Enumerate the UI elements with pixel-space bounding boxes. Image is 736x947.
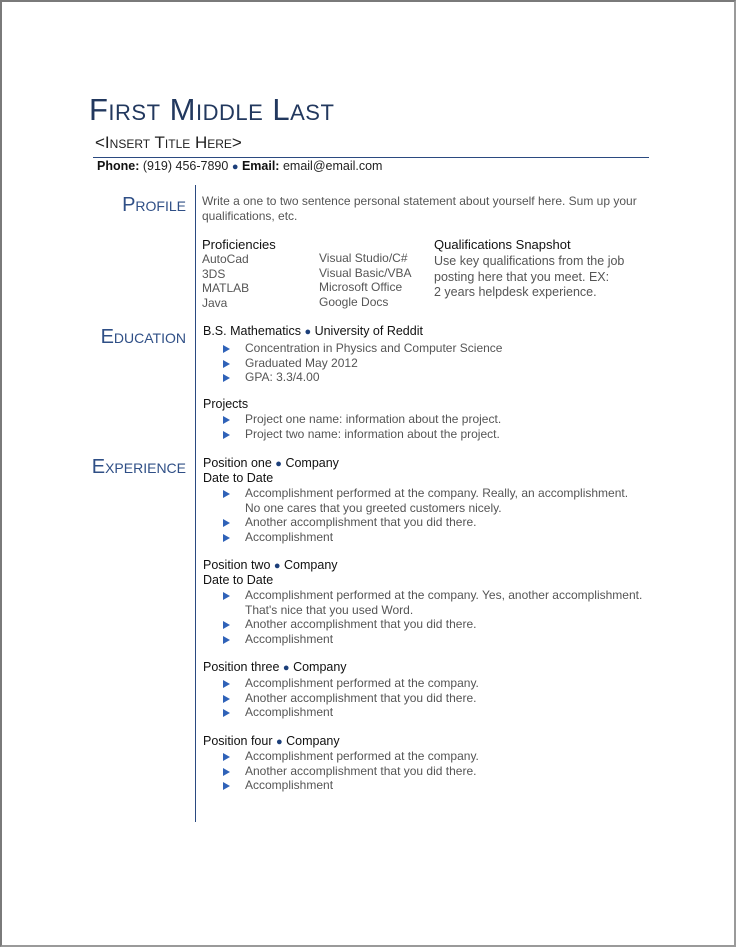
- triangle-bullet-icon: [223, 374, 230, 382]
- company-name: Company: [286, 734, 340, 748]
- dot-separator-icon: ●: [282, 662, 290, 674]
- degree-line: [203, 324, 423, 340]
- triangle-bullet-icon: [223, 768, 230, 776]
- list-item: Another accomplishment that you did there.: [223, 764, 653, 779]
- position-dates: Date to Date: [203, 471, 274, 485]
- resume-name: First Middle Last: [89, 92, 335, 127]
- proficiencies-col2: [319, 251, 412, 309]
- qualifications-snapshot: [434, 254, 649, 301]
- qualifications-line: Use key qualifications from the job: [434, 254, 625, 268]
- position-accomplishments: [223, 486, 643, 544]
- qualifications-line: 2 years helpdesk experience.: [434, 285, 597, 299]
- degree: B.S. Mathematics: [203, 324, 301, 338]
- triangle-bullet-icon: [223, 695, 230, 703]
- list-item: Accomplishment: [223, 705, 653, 720]
- dot-separator-icon: ●: [231, 161, 239, 173]
- contact-line: [97, 158, 382, 176]
- phone-label: Phone:: [97, 159, 140, 173]
- profile-statement-line1: Write a one to two sentence personal statement about yourself here. Sum up your: [202, 194, 637, 208]
- position-dates: Date to Date: [203, 573, 274, 587]
- triangle-bullet-icon: [223, 345, 230, 353]
- list-item: Accomplishment performed at the company. Yes, another accomplishment. That's nice that you used Word.: [223, 588, 643, 617]
- qualifications-line: posting here that you meet. EX:: [434, 269, 610, 284]
- proficiency-item: AutoCad: [202, 252, 249, 266]
- school: University of Reddit: [314, 324, 423, 338]
- proficiency-item: 3DS: [202, 266, 226, 281]
- position-title: Position two: [203, 558, 271, 572]
- triangle-bullet-icon: [223, 753, 230, 761]
- section-heading-profile: Profile: [122, 194, 186, 216]
- position-accomplishments: [223, 676, 653, 720]
- triangle-bullet-icon: [223, 782, 230, 790]
- triangle-bullet-icon: [223, 534, 230, 542]
- list-item: Accomplishment: [223, 530, 643, 545]
- list-item: Another accomplishment that you did there.: [223, 515, 643, 530]
- section-heading-experience: Experience: [91, 456, 186, 478]
- proficiency-item: Visual Basic/VBA: [319, 265, 412, 280]
- position-accomplishments: [223, 749, 653, 793]
- list-item: Project one name: information about the project.: [223, 412, 653, 427]
- position-title: Position four: [203, 734, 273, 748]
- triangle-bullet-icon: [223, 490, 230, 498]
- list-item: Accomplishment: [223, 778, 653, 793]
- list-item: GPA: 3.3/4.00: [223, 370, 653, 385]
- section-heading-education: Education: [100, 326, 186, 348]
- profile-statement-line2: qualifications, etc.: [202, 209, 298, 223]
- position-title-line: [203, 734, 340, 750]
- triangle-bullet-icon: [223, 416, 230, 424]
- triangle-bullet-icon: [223, 621, 230, 629]
- triangle-bullet-icon: [223, 709, 230, 717]
- triangle-bullet-icon: [223, 680, 230, 688]
- position-title: Position three: [203, 660, 280, 674]
- qualifications-heading: Qualifications Snapshot: [434, 237, 571, 252]
- proficiencies-col1: [202, 252, 249, 310]
- list-item: Graduated May 2012: [223, 356, 653, 371]
- list-item: Accomplishment performed at the company.: [223, 676, 653, 691]
- company-name: Company: [284, 558, 338, 572]
- dot-separator-icon: ●: [273, 560, 281, 572]
- triangle-bullet-icon: [223, 519, 230, 527]
- position-title-line: [203, 558, 338, 574]
- position-title: Position one: [203, 456, 272, 470]
- position-title-line: [203, 660, 347, 676]
- position-title-line: [203, 456, 339, 472]
- projects-heading: Projects: [203, 397, 249, 411]
- education-details-list: [223, 341, 653, 385]
- proficiency-item: Google Docs: [319, 294, 389, 309]
- proficiencies-heading: Proficiencies: [202, 237, 276, 252]
- resume-title: <Insert Title Here>: [95, 133, 242, 152]
- email-label: Email:: [241, 159, 280, 173]
- company-name: Company: [293, 660, 347, 674]
- proficiency-item: Microsoft Office: [319, 280, 403, 294]
- position-accomplishments: [223, 588, 643, 646]
- triangle-bullet-icon: [223, 636, 230, 644]
- list-item: Concentration in Physics and Computer Science: [223, 341, 653, 356]
- triangle-bullet-icon: [223, 431, 230, 439]
- proficiency-item: Java: [202, 295, 228, 310]
- dot-separator-icon: ●: [304, 326, 312, 338]
- list-item: Another accomplishment that you did there.: [223, 617, 643, 632]
- list-item: Another accomplishment that you did there.: [223, 691, 653, 706]
- email-value: email@email.com: [282, 159, 383, 173]
- list-item: Accomplishment performed at the company. Really, an accomplishment. No one cares that you greeted customers nicely.: [223, 486, 643, 515]
- list-item: Project two name: information about the project.: [223, 427, 653, 442]
- proficiency-item: MATLAB: [202, 281, 250, 295]
- list-item: Accomplishment: [223, 632, 643, 647]
- projects-list: [223, 412, 653, 441]
- list-item: Accomplishment performed at the company.: [223, 749, 653, 764]
- dot-separator-icon: ●: [275, 458, 282, 470]
- triangle-bullet-icon: [223, 360, 230, 368]
- triangle-bullet-icon: [223, 592, 230, 600]
- company-name: Company: [285, 456, 339, 470]
- dot-separator-icon: ●: [275, 736, 283, 748]
- phone-value: (919) 456-7890: [142, 159, 229, 173]
- section-divider: [195, 185, 196, 822]
- proficiency-item: Visual Studio/C#: [319, 251, 408, 265]
